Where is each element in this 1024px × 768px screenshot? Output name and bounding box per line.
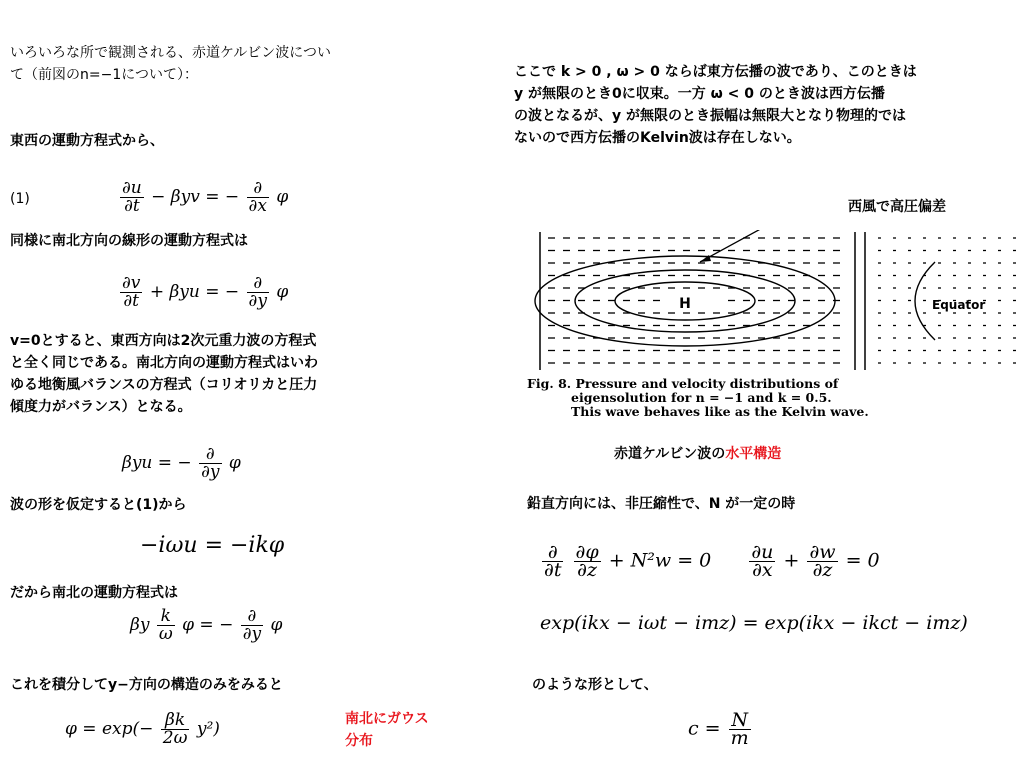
figure-annotation: 西風で高圧偏差 bbox=[848, 199, 946, 215]
structure-title: 赤道ケルビン波の水平構造 bbox=[614, 446, 782, 462]
equator-label: Equator bbox=[932, 298, 986, 312]
high-pressure-label: H bbox=[679, 296, 691, 312]
right-para-line-1: ここで k > 0 , ω > 0 ならば東方伝播の波であり、このときは bbox=[514, 64, 917, 80]
equation-8: exp(ikx − iωt − imz) = exp(ikx − ikct − imz) bbox=[540, 612, 968, 634]
ew-heading: 東西の運動方程式から、 bbox=[10, 133, 164, 149]
v0-text-line-2: と全く同じである。南北方向の運動方程式はいわ bbox=[10, 355, 318, 371]
figure-caption bbox=[527, 377, 1017, 419]
integrate-text: これを積分してy−方向の構造のみをみると bbox=[10, 677, 283, 693]
equation-3: βyu = − $\frac{\partial}{\partial y}$ φ bbox=[122, 444, 241, 482]
equation-5: βy $\frac{k}{\omega}$ φ = − $\frac{\partial}{\partial y}$ φ bbox=[130, 606, 283, 644]
v0-text-line-1: v=0とすると、東西方向は2次元重力波の方程式 bbox=[10, 333, 317, 349]
vertical-text: 鉛直方向には、非圧縮性で、N が一定の時 bbox=[527, 496, 796, 512]
v0-text-line-4: 傾度力がバランス）となる。 bbox=[10, 399, 192, 415]
caption-line-2: eigensolution for n = −1 and k = 0.5. bbox=[571, 390, 832, 405]
equation-7: $\frac{\partial}{\partial t}$ $\frac{\partial\varphi}{\partial z}$ + N²w = 0 $\frac{\partial u}{\partial x}$ + $\frac{\partial w}{\partial z}$ = 0 bbox=[544, 541, 880, 581]
equation-6: φ = exp(− $\frac{\beta k}{2\omega}$ y²) bbox=[65, 710, 220, 748]
gauss-note-line-1: 南北にガウス bbox=[345, 711, 429, 727]
equation-9: c = $\frac{N}{m}$ bbox=[688, 709, 749, 749]
equation-2: $\frac{\partial v}{\partial t}$ + βyu = − $\frac{\partial}{\partial y}$ φ bbox=[122, 273, 289, 311]
form-text: のような形として、 bbox=[532, 677, 658, 693]
ns-heading: 同様に南北方向の線形の運動方程式は bbox=[10, 233, 248, 249]
caption-line-3: This wave behaves like as the Kelvin wave. bbox=[571, 404, 869, 419]
equation-1: $\frac{\partial u}{\partial t}$ − βyv = − $\frac{\partial}{\partial x}$ φ bbox=[122, 178, 289, 216]
intro-line-1: いろいろな所で観測される、赤道ケルビン波につい bbox=[10, 45, 332, 61]
eq1-label: (1) bbox=[10, 191, 30, 207]
v0-text-line-3: ゆる地衡風バランスの方程式（コリオリカと圧力 bbox=[10, 377, 318, 393]
ns-text-2: だから南北の運動方程式は bbox=[10, 585, 178, 601]
gauss-note-line-2: 分布 bbox=[345, 733, 373, 749]
equation-4: −iωu = −ikφ bbox=[140, 533, 285, 558]
right-para-line-3: の波となるが、y が無限のとき振幅は無限大となり物理的では bbox=[514, 108, 906, 124]
right-para-line-4: ないので西方伝播のKelvin波は存在しない。 bbox=[514, 130, 801, 146]
caption-line-1: Fig. 8. Pressure and velocity distributions of bbox=[527, 376, 839, 391]
wave-text: 波の形を仮定すると(1)から bbox=[10, 497, 187, 513]
right-para-line-2: y が無限のとき0に収束。一方 ω < 0 のとき波は西方伝播 bbox=[514, 86, 885, 102]
intro-line-2: て（前図のn=−1について）： bbox=[10, 67, 198, 83]
